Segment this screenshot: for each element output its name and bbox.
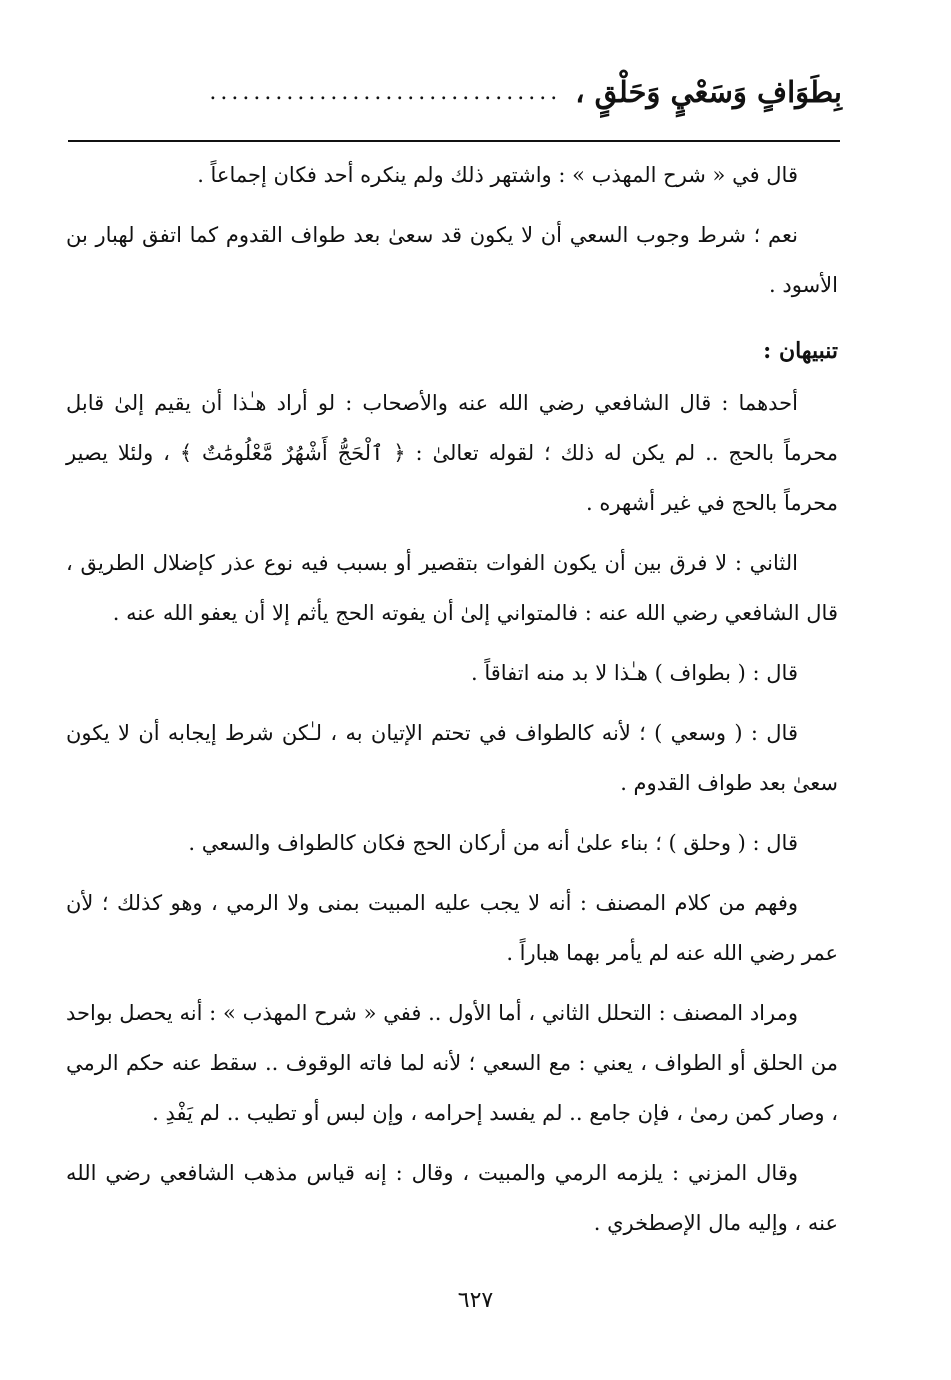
paragraph-7: قال : ( وحلق ) ؛ بناء علىٰ أنه من أركان الحج فكان كالطواف والسعي . xyxy=(188,831,798,855)
paragraph-1: قال في « شرح المهذب » : واشتهر ذلك ولم ينكره أحد فكان إجماعاً . xyxy=(197,163,798,187)
paragraph-9: ومراد المصنف : التحلل الثاني ، أما الأول .. ففي « شرح المهذب » : أنه يحصل بواحد من الحلق أو الطواف ، يعني : مع السعي ؛ لأنه لما فاته الوقوف .. سقط عنه حكم الرمي ، وصار كمن رمىٰ ، فإن جامع .. لم يفسد إحرامه ، وإن لبس أو تطيب .. لم يَفْدِ . xyxy=(66,1001,839,1125)
paragraph-8: وفهم من كلام المصنف : أنه لا يجب عليه المبيت بمنى ولا الرمي ، وهو كذلك ؛ لأن عمر رضي الله عنه لم يأمر بهما هباراً . xyxy=(66,891,838,965)
header-title: بِطَوَافٍ وَسَعْيٍ وَحَلْقٍ ، xyxy=(575,75,842,109)
paragraph-6: قال : ( وسعي ) ؛ لأنه كالطواف في تحتم الإتيان به ، لـٰكن شرط إيجابه أن لا يكون سعىٰ بعد طواف القدوم . xyxy=(66,721,838,795)
paragraph-2: نعم ؛ شرط وجوب السعي أن لا يكون قد سعىٰ بعد طواف القدوم كما اتفق لهبار بن الأسود . xyxy=(66,223,838,297)
header-rule xyxy=(68,140,840,142)
running-header xyxy=(70,70,842,114)
header-dot-leader: ................................ xyxy=(209,79,562,105)
paragraph-3: أحدهما : قال الشافعي رضي الله عنه والأصحاب : لو أراد هـٰذا أن يقيم إلىٰ قابل محرماً بالحج .. لم يكن له ذلك ؛ لقوله تعالىٰ : ﴿ ٱلْحَجُّ أَشْهُرٌ مَّعْلُومَٰتٌ ﴾ ، ولئلا يصير محرماً بالحج في غير أشهره . xyxy=(66,391,838,515)
paragraph-4: الثاني : لا فرق بين أن يكون الفوات بتقصير أو بسبب فيه نوع عذر كإضلال الطريق ، قال الشافعي رضي الله عنه : فالمتواني إلىٰ أن يفوته الحج يأثم إلا أن يعفو الله عنه . xyxy=(66,551,838,625)
main-text xyxy=(66,150,838,1248)
section-heading: تنبيهان : xyxy=(763,338,838,364)
page-number: ٦٢٧ xyxy=(457,1288,494,1313)
paragraph-5: قال : ( بطواف ) هـٰذا لا بد منه اتفاقاً . xyxy=(470,661,798,685)
paragraph-10: وقال المزني : يلزمه الرمي والمبيت ، وقال : إنه قياس مذهب الشافعي رضي الله عنه ، وإليه مال الإصطخري . xyxy=(66,1161,838,1235)
